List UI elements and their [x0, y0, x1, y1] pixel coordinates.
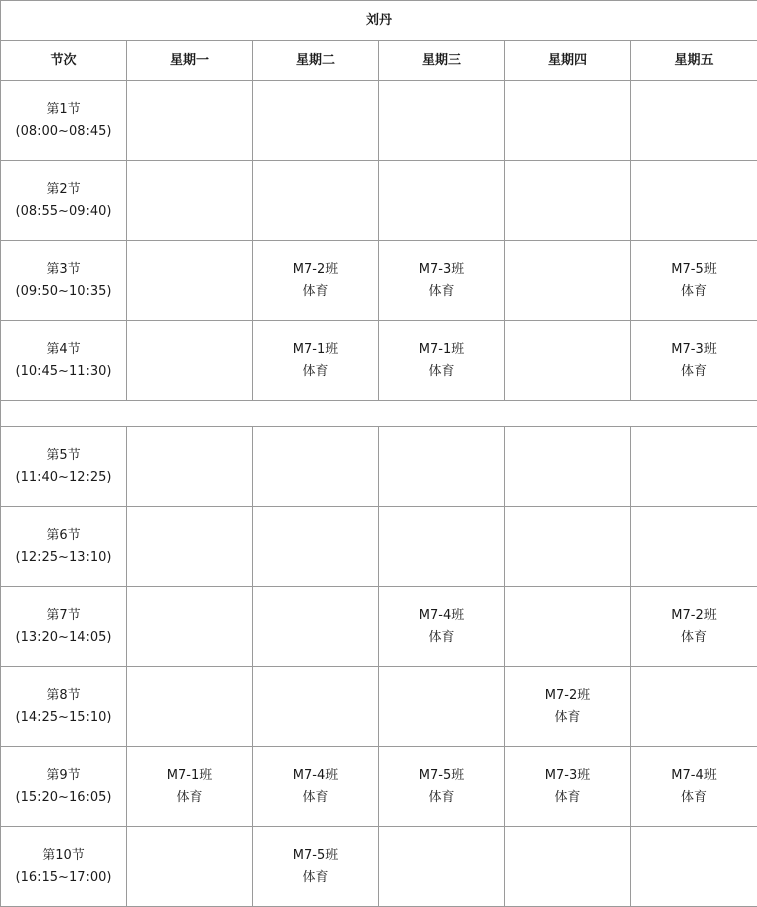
schedule-cell	[631, 241, 757, 321]
schedule-cell	[379, 587, 505, 667]
schedule-cell	[379, 427, 505, 507]
schedule-cell	[505, 81, 631, 161]
subject-name: 体育	[302, 869, 329, 885]
period-label-cell	[1, 81, 127, 161]
schedule-cell	[127, 507, 253, 587]
period-row	[1, 161, 757, 241]
subject-name: 体育	[681, 283, 708, 299]
subject-name: 体育	[302, 363, 329, 379]
period-name: 第6节	[46, 527, 81, 543]
schedule-cell	[253, 81, 379, 161]
subject-name: 体育	[302, 789, 329, 805]
period-label-cell	[1, 587, 127, 667]
subject-name: 体育	[176, 789, 203, 805]
schedule-cell	[127, 667, 253, 747]
class-name: M7-1班	[166, 767, 213, 783]
class-name: M7-1班	[418, 341, 465, 357]
schedule-cell	[505, 747, 631, 827]
class-name: M7-3班	[418, 261, 465, 277]
schedule-cell	[127, 747, 253, 827]
period-time: (13:20~14:05)	[15, 629, 112, 645]
period-time: (16:15~17:00)	[15, 869, 112, 885]
schedule-cell	[505, 507, 631, 587]
period-name: 第3节	[46, 261, 81, 277]
period-time: (15:20~16:05)	[15, 789, 112, 805]
schedule-cell	[505, 427, 631, 507]
class-name: M7-4班	[292, 767, 339, 783]
schedule-cell	[253, 321, 379, 401]
schedule-cell	[631, 747, 757, 827]
period-name: 第8节	[46, 687, 81, 703]
period-time: (08:00~08:45)	[15, 123, 112, 139]
schedule-cell	[253, 507, 379, 587]
schedule-cell	[253, 587, 379, 667]
subject-name: 体育	[554, 709, 581, 725]
period-row	[1, 241, 757, 321]
header-wednesday: 星期三	[379, 41, 505, 81]
schedule-cell	[631, 827, 757, 907]
schedule-cell	[127, 587, 253, 667]
period-row	[1, 507, 757, 587]
schedule-cell	[253, 161, 379, 241]
subject-name: 体育	[681, 789, 708, 805]
class-name: M7-3班	[671, 341, 717, 357]
period-label-cell	[1, 321, 127, 401]
period-label-cell	[1, 161, 127, 241]
class-name: M7-2班	[544, 687, 591, 703]
schedule-cell	[379, 321, 505, 401]
period-time: (11:40~12:25)	[15, 469, 112, 485]
period-name: 第1节	[46, 101, 81, 117]
title-row	[1, 1, 757, 41]
schedule-cell	[253, 827, 379, 907]
period-row	[1, 747, 757, 827]
schedule-cell	[505, 241, 631, 321]
class-name: M7-2班	[671, 607, 717, 623]
header-monday: 星期一	[127, 41, 253, 81]
class-name: M7-4班	[671, 767, 717, 783]
period-name: 第10节	[42, 847, 85, 863]
schedule-cell	[631, 321, 757, 401]
class-name: M7-5班	[292, 847, 339, 863]
schedule-cell	[127, 161, 253, 241]
period-name: 第2节	[46, 181, 81, 197]
class-name: M7-1班	[292, 341, 339, 357]
period-label-cell	[1, 507, 127, 587]
period-name: 第7节	[46, 607, 81, 623]
period-label-cell	[1, 241, 127, 321]
schedule-cell	[127, 321, 253, 401]
class-name: M7-5班	[671, 261, 717, 277]
teacher-name: 刘丹	[1, 1, 757, 41]
period-time: (10:45~11:30)	[15, 363, 112, 379]
schedule-cell	[505, 321, 631, 401]
period-time: (12:25~13:10)	[15, 549, 112, 565]
period-label-cell	[1, 747, 127, 827]
header-row	[1, 41, 757, 81]
break-spacer	[1, 401, 757, 427]
schedule-cell	[631, 81, 757, 161]
schedule-cell	[631, 667, 757, 747]
schedule-cell	[379, 241, 505, 321]
schedule-cell	[379, 827, 505, 907]
schedule-cell	[379, 747, 505, 827]
schedule-cell	[379, 507, 505, 587]
period-time: (08:55~09:40)	[15, 203, 112, 219]
schedule-cell	[253, 427, 379, 507]
schedule-cell	[631, 507, 757, 587]
schedule-cell	[127, 81, 253, 161]
class-name: M7-2班	[292, 261, 339, 277]
period-row	[1, 321, 757, 401]
schedule-cell	[127, 427, 253, 507]
subject-name: 体育	[554, 789, 581, 805]
schedule-cell	[253, 747, 379, 827]
subject-name: 体育	[428, 789, 455, 805]
period-row	[1, 667, 757, 747]
period-name: 第5节	[46, 447, 81, 463]
timetable-body	[1, 1, 757, 907]
subject-name: 体育	[428, 283, 455, 299]
period-label-cell	[1, 667, 127, 747]
schedule-cell	[127, 241, 253, 321]
period-row	[1, 427, 757, 507]
schedule-cell	[631, 427, 757, 507]
class-name: M7-4班	[418, 607, 465, 623]
period-row	[1, 827, 757, 907]
header-friday: 星期五	[631, 41, 757, 81]
schedule-cell	[631, 587, 757, 667]
subject-name: 体育	[681, 629, 708, 645]
subject-name: 体育	[428, 363, 455, 379]
schedule-cell	[253, 667, 379, 747]
subject-name: 体育	[428, 629, 455, 645]
schedule-cell	[127, 827, 253, 907]
period-label-cell	[1, 827, 127, 907]
schedule-cell	[505, 827, 631, 907]
period-name: 第4节	[46, 341, 81, 357]
header-tuesday: 星期二	[253, 41, 379, 81]
period-row	[1, 81, 757, 161]
header-thursday: 星期四	[505, 41, 631, 81]
class-name: M7-5班	[418, 767, 465, 783]
header-period: 节次	[1, 41, 127, 81]
schedule-cell	[379, 81, 505, 161]
period-label-cell	[1, 427, 127, 507]
schedule-cell	[505, 587, 631, 667]
period-name: 第9节	[46, 767, 81, 783]
schedule-cell	[253, 241, 379, 321]
subject-name: 体育	[302, 283, 329, 299]
period-row	[1, 587, 757, 667]
schedule-cell	[505, 667, 631, 747]
period-time: (14:25~15:10)	[15, 709, 112, 725]
schedule-cell	[631, 161, 757, 241]
schedule-cell	[379, 161, 505, 241]
class-name: M7-3班	[544, 767, 591, 783]
lunch-break-row	[1, 401, 757, 427]
period-time: (09:50~10:35)	[15, 283, 112, 299]
schedule-cell	[505, 161, 631, 241]
schedule-cell	[379, 667, 505, 747]
subject-name: 体育	[681, 363, 708, 379]
